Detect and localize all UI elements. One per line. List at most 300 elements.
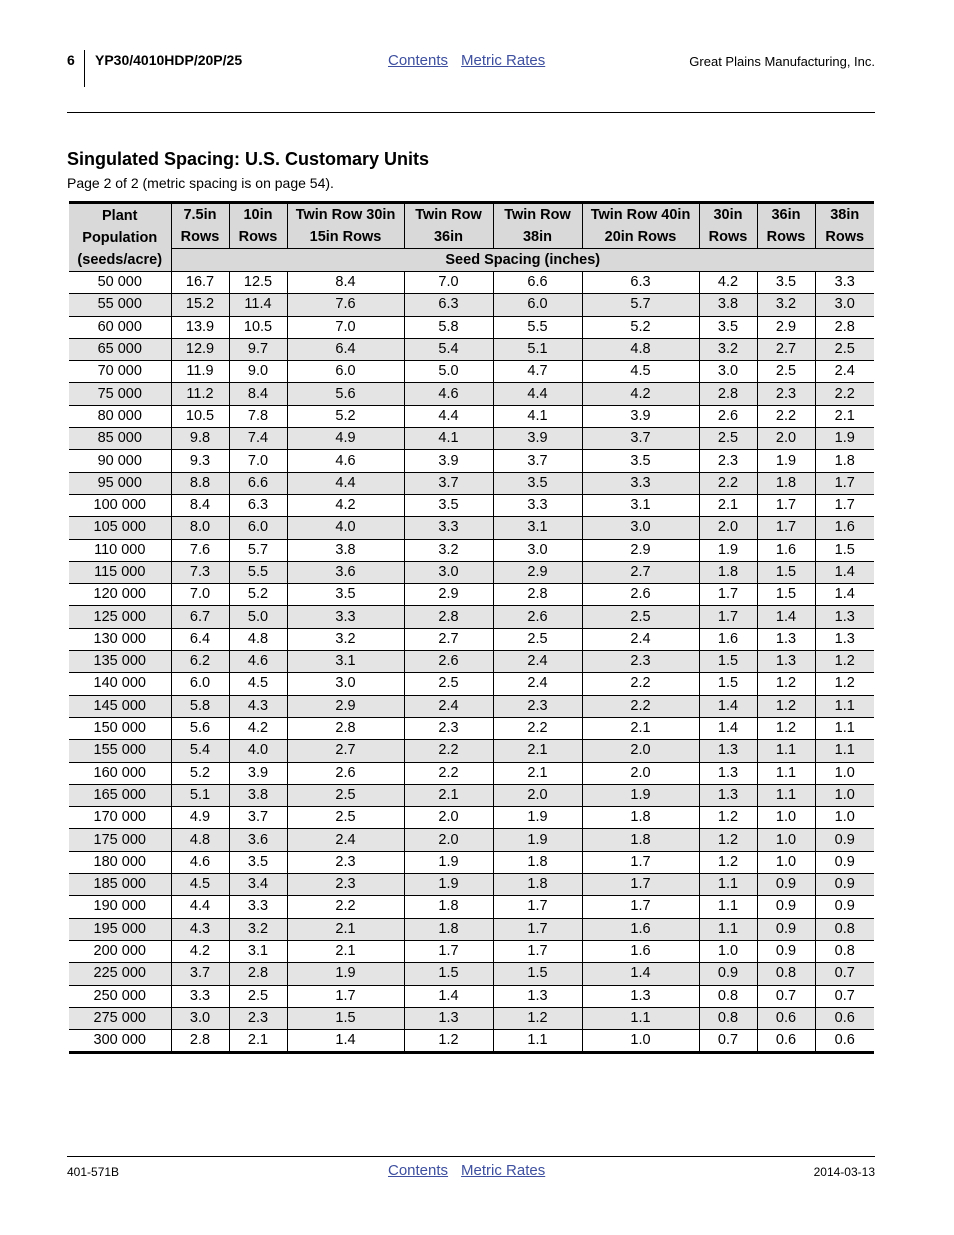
spacing-cell: 3.2 [404,539,493,561]
spacing-cell: 4.2 [699,272,757,294]
spacing-cell: 1.7 [404,940,493,962]
spacing-cell: 3.3 [493,494,582,516]
spacing-cell: 1.4 [815,584,874,606]
table-row [69,740,874,762]
spacing-cell: 1.1 [582,1007,699,1029]
table-row [69,606,874,628]
col-header-line1: Twin Row 40in [590,207,691,223]
spacing-cell: 3.4 [229,874,287,896]
spacing-cell: 8.4 [229,383,287,405]
spacing-cell: 15.2 [171,294,229,316]
spacing-cell: 1.1 [757,784,815,806]
spacing-cell: 4.9 [287,428,404,450]
spacing-cell: 1.3 [815,606,874,628]
table-row [69,784,874,806]
spacing-cell: 7.0 [287,316,404,338]
table-row [69,405,874,427]
spacing-cell: 2.1 [815,405,874,427]
col-header-line1: 7.5in [183,207,217,223]
spacing-cell: 0.9 [757,896,815,918]
table-row [69,695,874,717]
spacing-cell: 13.9 [171,316,229,338]
spacing-cell: 2.6 [404,651,493,673]
footer-rule [67,1156,875,1157]
spacing-cell: 9.7 [229,338,287,360]
spacing-cell: 0.6 [757,1007,815,1029]
spacing-cell: 0.6 [815,1030,874,1053]
spacing-cell: 1.2 [815,673,874,695]
spacing-cell: 3.3 [171,985,229,1007]
spacing-cell: 1.5 [404,963,493,985]
spacing-cell: 2.0 [757,428,815,450]
spacing-cell: 1.7 [582,896,699,918]
spacing-cell: 0.9 [815,851,874,873]
spacing-cell: 5.0 [404,361,493,383]
table-row [69,539,874,561]
population-cell: 150 000 [69,717,171,739]
population-header [69,203,171,272]
spacing-cell: 5.7 [582,294,699,316]
spacing-cell: 2.4 [493,673,582,695]
spacing-cell: 5.0 [229,606,287,628]
spacing-cell: 0.9 [815,874,874,896]
spacing-cell: 4.4 [287,472,404,494]
population-cell: 195 000 [69,918,171,940]
spacing-cell: 2.1 [493,762,582,784]
spacing-cell: 1.1 [699,874,757,896]
spacing-cell: 4.1 [493,405,582,427]
spacing-cell: 2.0 [582,762,699,784]
population-cell: 185 000 [69,874,171,896]
document-number: 401-571B [67,1165,120,1179]
spacing-cell: 3.3 [582,472,699,494]
spacing-cell: 7.4 [229,428,287,450]
table-row [69,918,874,940]
spacing-cell: 2.9 [287,695,404,717]
spacing-cell: 1.1 [493,1030,582,1053]
spacing-cell: 5.4 [404,338,493,360]
spacing-cell: 4.9 [171,807,229,829]
header-divider [84,50,85,87]
spacing-cell: 1.2 [404,1030,493,1053]
spacing-cell: 3.8 [229,784,287,806]
spacing-cell: 3.0 [287,673,404,695]
spacing-cell: 1.0 [757,807,815,829]
spacing-cell: 6.0 [229,517,287,539]
spacing-cell: 11.2 [171,383,229,405]
spacing-cell: 16.7 [171,272,229,294]
spacing-cell: 0.8 [699,985,757,1007]
spacing-cell: 1.7 [699,606,757,628]
spacing-cell: 6.0 [171,673,229,695]
col-header-line1: 10in [243,207,273,223]
col-header-36in-rows [757,203,815,249]
spacing-cell: 7.0 [171,584,229,606]
spacing-cell: 2.4 [404,695,493,717]
spacing-cell: 0.6 [757,1030,815,1053]
spacing-cell: 2.3 [582,651,699,673]
company-name: Great Plains Manufacturing, Inc. [689,54,875,69]
spacing-cell: 2.1 [229,1030,287,1053]
spacing-cell: 1.3 [582,985,699,1007]
population-cell: 75 000 [69,383,171,405]
spacing-cell: 1.8 [493,874,582,896]
table-row [69,762,874,784]
spacing-cell: 5.4 [171,740,229,762]
spacing-cell: 4.6 [404,383,493,405]
spacing-cell: 2.5 [287,784,404,806]
col-header-line2: 36in [433,229,463,245]
spacing-cell: 4.2 [229,717,287,739]
col-header-line2: Rows [825,229,865,245]
population-cell: 100 000 [69,494,171,516]
spacing-cell: 2.8 [171,1030,229,1053]
table-row [69,361,874,383]
contents-link[interactable]: Contents [388,52,449,69]
spacing-cell: 3.0 [493,539,582,561]
table-row [69,428,874,450]
spacing-cell: 6.4 [287,338,404,360]
spacing-cell: 1.2 [699,807,757,829]
spacing-cell: 1.5 [757,561,815,583]
spacing-cell: 4.1 [404,428,493,450]
spacing-cell: 3.1 [582,494,699,516]
table-row [69,985,874,1007]
spacing-cell: 2.4 [287,829,404,851]
spacing-cell: 3.2 [699,338,757,360]
spacing-cell: 7.6 [171,539,229,561]
spacing-cell: 3.0 [699,361,757,383]
spacing-cell: 2.6 [699,405,757,427]
spacing-cell: 5.5 [493,316,582,338]
spacing-cell: 3.5 [699,316,757,338]
spacing-cell: 5.6 [287,383,404,405]
spacing-cell: 2.2 [287,896,404,918]
spacing-cell: 0.9 [699,963,757,985]
spacing-cell: 7.3 [171,561,229,583]
spacing-cell: 0.9 [757,918,815,940]
spacing-cell: 7.8 [229,405,287,427]
table-row [69,807,874,829]
spacing-cell: 1.6 [582,918,699,940]
spacing-cell: 2.9 [493,561,582,583]
spacing-cell: 1.1 [815,740,874,762]
spacing-cell: 2.4 [815,361,874,383]
spacing-cell: 4.6 [171,851,229,873]
spacing-cell: 3.5 [493,472,582,494]
spacing-cell: 5.2 [287,405,404,427]
spacing-cell: 9.3 [171,450,229,472]
spacing-cell: 1.3 [757,628,815,650]
spacing-cell: 4.2 [287,494,404,516]
spacing-cell: 1.5 [699,651,757,673]
spacing-cell: 5.1 [493,338,582,360]
col-header-7-5in-rows [171,203,229,249]
spacing-cell: 2.8 [493,584,582,606]
spacing-cell: 2.2 [404,762,493,784]
spacing-cell: 3.8 [287,539,404,561]
spacing-cell: 2.2 [699,472,757,494]
spacing-cell: 1.2 [757,695,815,717]
page-number: 6 [67,52,75,68]
spacing-cell: 3.7 [493,450,582,472]
table-row [69,673,874,695]
spacing-cell: 4.8 [229,628,287,650]
spacing-cell: 2.3 [287,874,404,896]
spacing-cell: 2.1 [404,784,493,806]
population-cell: 50 000 [69,272,171,294]
spacing-cell: 2.3 [493,695,582,717]
population-cell: 200 000 [69,940,171,962]
table-row [69,338,874,360]
spacing-cell: 1.4 [699,695,757,717]
spacing-cell: 0.9 [757,940,815,962]
spacing-cell: 3.7 [171,963,229,985]
spacing-cell: 2.2 [582,695,699,717]
spacing-cell: 2.0 [404,807,493,829]
spacing-cell: 1.7 [493,940,582,962]
spacing-cell: 5.7 [229,539,287,561]
spacing-cell: 4.2 [171,940,229,962]
spacing-cell: 2.7 [287,740,404,762]
population-cell: 90 000 [69,450,171,472]
spacing-cell: 2.1 [699,494,757,516]
spacing-cell: 2.1 [493,740,582,762]
spacing-cell: 4.8 [582,338,699,360]
spacing-cell: 0.7 [699,1030,757,1053]
population-cell: 175 000 [69,829,171,851]
spacing-cell: 0.9 [815,829,874,851]
spacing-cell: 4.4 [493,383,582,405]
spacing-cell: 0.8 [815,918,874,940]
population-cell: 115 000 [69,561,171,583]
spacing-cell: 3.3 [229,896,287,918]
population-cell: 155 000 [69,740,171,762]
spacing-cell: 2.3 [699,450,757,472]
spacing-cell: 3.5 [582,450,699,472]
table-row [69,1030,874,1053]
spacing-cell: 1.7 [699,584,757,606]
contents-link[interactable]: Contents [388,1162,449,1179]
table-row [69,294,874,316]
spacing-cell: 2.5 [757,361,815,383]
spacing-cell: 2.2 [582,673,699,695]
spacing-cell: 1.9 [404,874,493,896]
spacing-cell: 5.2 [582,316,699,338]
spacing-cell: 9.0 [229,361,287,383]
spacing-cell: 1.0 [815,762,874,784]
spacing-cell: 6.6 [229,472,287,494]
spacing-cell: 6.3 [404,294,493,316]
table-row [69,517,874,539]
spacing-cell: 2.2 [404,740,493,762]
population-header-line2: Population [82,229,158,246]
population-header-line1: Plant [102,207,138,224]
table-row [69,494,874,516]
spacing-cell: 3.5 [757,272,815,294]
population-cell: 110 000 [69,539,171,561]
col-header-line2: 38in [522,229,552,245]
spacing-cell: 3.0 [404,561,493,583]
spacing-cell: 3.1 [493,517,582,539]
spacing-cell: 9.8 [171,428,229,450]
spacing-cell: 10.5 [171,405,229,427]
spacing-cell: 1.0 [757,829,815,851]
spacing-cell: 0.7 [815,963,874,985]
spacing-cell: 1.8 [404,896,493,918]
spacing-cell: 1.8 [582,807,699,829]
document-title: YP30/4010HDP/20P/25 [95,52,243,68]
spacing-cell: 7.0 [229,450,287,472]
spacing-cell: 3.7 [582,428,699,450]
spacing-cell: 1.5 [757,584,815,606]
spacing-cell: 1.7 [287,985,404,1007]
spacing-cell: 1.4 [699,717,757,739]
spacing-cell: 1.2 [699,829,757,851]
spacing-cell: 3.1 [287,651,404,673]
spacing-cell: 4.3 [229,695,287,717]
spacing-cell: 2.2 [493,717,582,739]
spacing-cell: 3.6 [229,829,287,851]
spacing-cell: 11.9 [171,361,229,383]
spacing-cell: 1.1 [757,740,815,762]
population-cell: 70 000 [69,361,171,383]
spacing-cell: 2.6 [287,762,404,784]
spacing-cell: 3.2 [287,628,404,650]
spacing-cell: 3.8 [699,294,757,316]
spacing-cell: 2.3 [757,383,815,405]
spacing-cell: 1.7 [757,494,815,516]
spacing-cell: 5.8 [404,316,493,338]
col-header-twin-row-36in [404,203,493,249]
spacing-cell: 2.5 [287,807,404,829]
col-header-line1: 38in [830,207,860,223]
table-row [69,651,874,673]
spacing-cell: 4.0 [287,517,404,539]
spacing-cell: 1.8 [493,851,582,873]
spacing-cell: 1.3 [493,985,582,1007]
spacing-cell: 1.9 [404,851,493,873]
spacing-cell: 2.3 [229,1007,287,1029]
col-header-twin-row-40in [582,203,699,249]
col-header-line2: 15in Rows [309,229,382,245]
col-header-38in-rows [815,203,874,249]
spacing-cell: 1.5 [815,539,874,561]
spacing-cell: 0.6 [815,1007,874,1029]
spacing-cell: 2.9 [404,584,493,606]
spacing-cell: 1.1 [757,762,815,784]
spacing-cell: 5.5 [229,561,287,583]
col-header-line1: Twin Row [415,207,482,223]
spacing-cell: 1.9 [815,428,874,450]
spacing-cell: 1.4 [757,606,815,628]
spacing-cell: 3.5 [229,851,287,873]
spacing-cell: 1.8 [699,561,757,583]
spacing-cell: 3.0 [582,517,699,539]
section-title: Singulated Spacing: U.S. Customary Units [67,149,430,169]
spacing-cell: 4.6 [229,651,287,673]
spacing-cell: 3.9 [404,450,493,472]
spacing-cell: 2.2 [757,405,815,427]
spacing-cell: 2.0 [582,740,699,762]
spacing-cell: 1.7 [582,851,699,873]
table-row [69,383,874,405]
spacing-cell: 3.0 [815,294,874,316]
spacing-cell: 8.4 [171,494,229,516]
spacing-cell: 2.8 [815,316,874,338]
table-row [69,963,874,985]
spacing-cell: 2.4 [493,651,582,673]
spacing-cell: 3.7 [404,472,493,494]
spacing-cell: 5.2 [229,584,287,606]
spacing-cell: 1.9 [757,450,815,472]
population-cell: 55 000 [69,294,171,316]
section-subtitle: Page 2 of 2 (metric spacing is on page 54). [67,175,334,191]
col-header-line1: Twin Row [504,207,571,223]
table-row [69,584,874,606]
population-cell: 65 000 [69,338,171,360]
spacing-cell: 2.7 [582,561,699,583]
spacing-cell: 6.3 [229,494,287,516]
spacing-cell: 1.0 [757,851,815,873]
spacing-cell: 3.7 [229,807,287,829]
spacing-cell: 2.0 [699,517,757,539]
spacing-cell: 2.5 [582,606,699,628]
spacing-cell: 2.4 [582,628,699,650]
population-cell: 85 000 [69,428,171,450]
spacing-cell: 2.3 [404,717,493,739]
spacing-cell: 3.1 [229,940,287,962]
population-cell: 170 000 [69,807,171,829]
col-header-line2: 20in Rows [604,229,677,245]
spacing-cell: 1.3 [699,784,757,806]
spacing-cell: 1.9 [493,829,582,851]
spacing-cell: 1.6 [757,539,815,561]
col-header-twin-row-30in [287,203,404,249]
spacing-cell: 1.5 [699,673,757,695]
spacing-cell: 1.6 [582,940,699,962]
spacing-cell: 2.5 [699,428,757,450]
table-row [69,851,874,873]
spacing-cell: 1.8 [404,918,493,940]
population-cell: 165 000 [69,784,171,806]
col-header-line2: Rows [238,229,278,245]
spacing-cell: 1.3 [757,651,815,673]
spacing-cell: 1.7 [757,517,815,539]
population-cell: 125 000 [69,606,171,628]
spacing-cell: 1.7 [815,472,874,494]
spacing-cell: 4.7 [493,361,582,383]
spacing-cell: 1.1 [699,918,757,940]
population-header-line3: (seeds/acre) [77,251,163,268]
spacing-cell: 1.5 [287,1007,404,1029]
col-header-line2: Rows [766,229,806,245]
population-cell: 120 000 [69,584,171,606]
spacing-cell: 2.6 [582,584,699,606]
metric-rates-link[interactable]: Metric Rates [461,1162,546,1179]
spacing-cell: 1.2 [757,717,815,739]
spacing-cell: 1.2 [493,1007,582,1029]
spacing-cell: 1.0 [815,784,874,806]
table-row [69,450,874,472]
spacing-cell: 12.5 [229,272,287,294]
col-header-line2: Rows [180,229,220,245]
header-nav [388,52,558,69]
spacing-cell: 8.0 [171,517,229,539]
population-cell: 180 000 [69,851,171,873]
metric-rates-link[interactable]: Metric Rates [461,52,546,69]
spacing-cell: 6.2 [171,651,229,673]
